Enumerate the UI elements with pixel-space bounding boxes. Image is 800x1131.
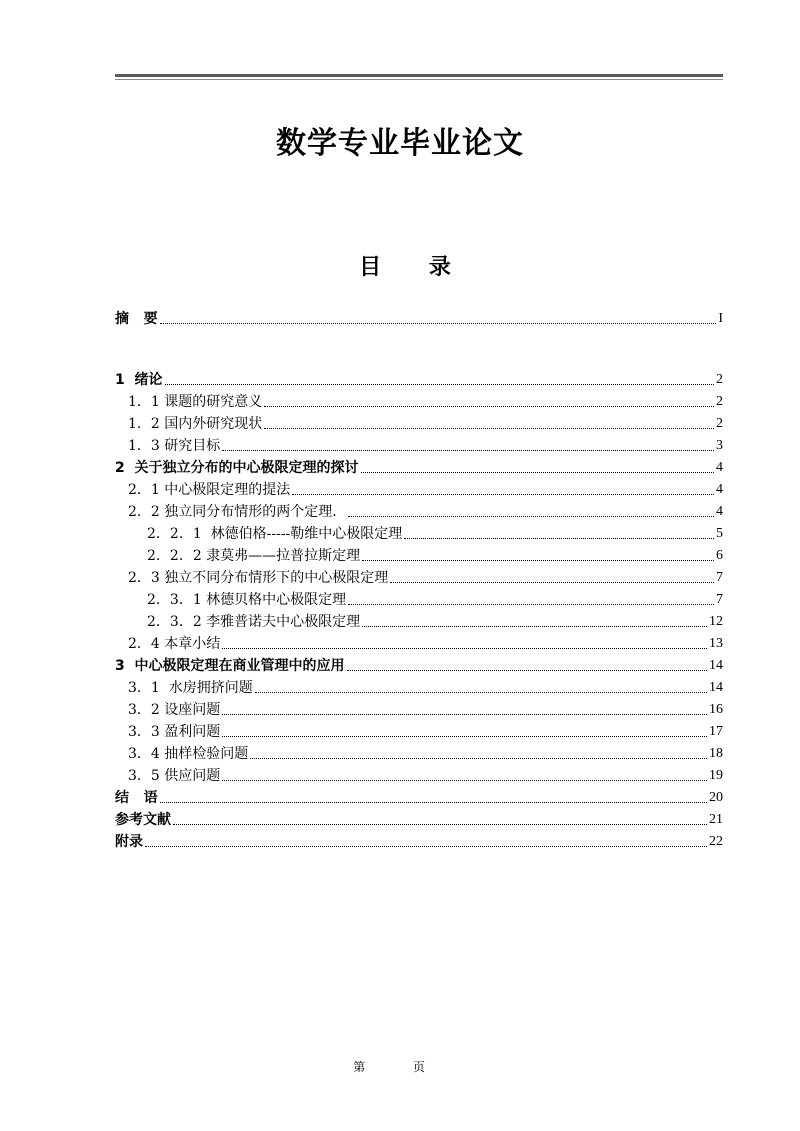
toc-entry[interactable] (115, 434, 723, 456)
toc-entry[interactable] (115, 698, 723, 720)
toc-entry-label: 1 绪论 (115, 372, 163, 388)
toc-dot-leader (173, 824, 707, 825)
toc-entry-page-number: 4 (716, 504, 723, 519)
toc-entry-label: 2．4 本章小结 (128, 636, 221, 652)
toc-entry-label: 3．1 水房拥挤问题 (128, 680, 253, 696)
toc-heading: 目 录 (359, 255, 471, 280)
toc-entry-label: 2．3．2 李雅普诺夫中心极限定理 (147, 614, 361, 630)
toc-entry-page-number: 14 (709, 658, 723, 673)
toc-entry[interactable] (115, 676, 723, 698)
toc-entry[interactable] (115, 500, 723, 522)
toc-dot-leader (347, 670, 708, 671)
toc-entry[interactable] (115, 307, 723, 329)
toc-entry-page-number: 7 (716, 592, 723, 607)
toc-entry-label: 结 语 (115, 790, 158, 806)
toc-entry-page-number: 2 (716, 416, 723, 431)
toc-dot-leader (264, 406, 714, 407)
toc-entry[interactable] (115, 830, 723, 852)
toc-dot-leader (404, 538, 714, 539)
toc-entry-page-number: 18 (709, 746, 723, 761)
toc-entry-page-number: I (718, 311, 723, 326)
toc-dot-leader (160, 323, 717, 324)
toc-dot-leader (250, 758, 707, 759)
toc-entry-label: 2．2．1 林德伯格-----勒维中心极限定理 (147, 526, 403, 542)
toc-entry[interactable] (115, 456, 723, 478)
page-footer: 第 页 (353, 1060, 447, 1074)
toc-entry-page-number: 2 (716, 372, 723, 387)
toc-entry[interactable] (115, 742, 723, 764)
toc-entry[interactable] (115, 588, 723, 610)
toc-entry-page-number: 3 (716, 438, 723, 453)
toc-dot-leader (222, 714, 707, 715)
toc-dot-leader (145, 846, 707, 847)
toc-entry[interactable] (115, 544, 723, 566)
toc-entry-label: 摘 要 (115, 311, 158, 327)
toc-entry-page-number: 5 (716, 526, 723, 541)
toc-entry-page-number: 20 (709, 790, 723, 805)
toc-dot-leader (362, 560, 714, 561)
toc-entry-page-number: 2 (716, 394, 723, 409)
toc-entry-label: 1．2 国内外研究现状 (128, 416, 263, 432)
toc-entry[interactable] (115, 808, 723, 830)
toc-entry-label: 3．5 供应问题 (128, 768, 221, 784)
toc-entry[interactable] (115, 610, 723, 632)
toc-entry[interactable] (115, 478, 723, 500)
toc-entry[interactable] (115, 566, 723, 588)
toc-entry[interactable] (115, 390, 723, 412)
toc-dot-leader (348, 516, 714, 517)
toc-entry-page-number: 13 (709, 636, 723, 651)
toc-entry-page-number: 19 (709, 768, 723, 783)
toc-entry[interactable] (115, 720, 723, 742)
toc-dot-leader (222, 648, 707, 649)
toc-dot-leader (255, 692, 707, 693)
header-rule-thick (115, 74, 723, 77)
toc-entry-label: 3 中心极限定理在商业管理中的应用 (115, 658, 345, 674)
toc-entry-label: 2．1 中心极限定理的提法 (128, 482, 291, 498)
toc-dot-leader (348, 604, 714, 605)
toc-entry-page-number: 4 (716, 482, 723, 497)
toc-entry-page-number: 7 (716, 570, 723, 585)
toc-entry-label: 附录 (115, 834, 143, 850)
toc-entry[interactable] (115, 632, 723, 654)
toc-entry-label: 2．2 独立同分布情形的两个定理． (128, 504, 347, 520)
toc-entry-page-number: 6 (716, 548, 723, 563)
toc-entry[interactable] (115, 764, 723, 786)
toc-entry-page-number: 14 (709, 680, 723, 695)
toc-dot-leader (390, 582, 714, 583)
toc-entry-page-number: 16 (709, 702, 723, 717)
toc-entry-label: 2．3 独立不同分布情形下的中心极限定理 (128, 570, 389, 586)
toc-entry-label: 1．3 研究目标 (128, 438, 221, 454)
toc-entry-page-number: 4 (716, 460, 723, 475)
toc-entry-label: 3．2 设座问题 (128, 702, 221, 718)
toc-entry-page-number: 22 (709, 834, 723, 849)
toc-entry-label: 2．3．1 林德贝格中心极限定理 (147, 592, 347, 608)
header-rule-thin (115, 79, 723, 80)
toc-dot-leader (292, 494, 714, 495)
toc-entry[interactable] (115, 654, 723, 676)
toc-entry-label: 1．1 课题的研究意义 (128, 394, 263, 410)
toc-dot-leader (222, 736, 707, 737)
toc-entry-page-number: 17 (709, 724, 723, 739)
toc-entry-page-number: 21 (709, 812, 723, 827)
toc-dot-leader (361, 472, 715, 473)
toc-dot-leader (160, 802, 707, 803)
toc-entry[interactable] (115, 522, 723, 544)
toc-dot-leader (222, 450, 714, 451)
toc-entry-label: 3．3 盈利问题 (128, 724, 221, 740)
toc-entry[interactable] (115, 368, 723, 390)
toc-entry-label: 参考文献 (115, 812, 171, 828)
document-title: 数学专业毕业论文 (276, 126, 524, 161)
toc-dot-leader (222, 780, 707, 781)
toc-entry-label: 2．2．2 隶莫弗——拉普拉斯定理 (147, 548, 361, 564)
toc-dot-leader (362, 626, 707, 627)
toc-dot-leader (264, 428, 714, 429)
toc-entry[interactable] (115, 412, 723, 434)
toc-entry[interactable] (115, 786, 723, 808)
toc-entry-page-number: 12 (709, 614, 723, 629)
toc-entry-label: 2 关于独立分布的中心极限定理的探讨 (115, 460, 359, 476)
toc-dot-leader (165, 384, 715, 385)
toc-entry-label: 3．4 抽样检验问题 (128, 746, 249, 762)
